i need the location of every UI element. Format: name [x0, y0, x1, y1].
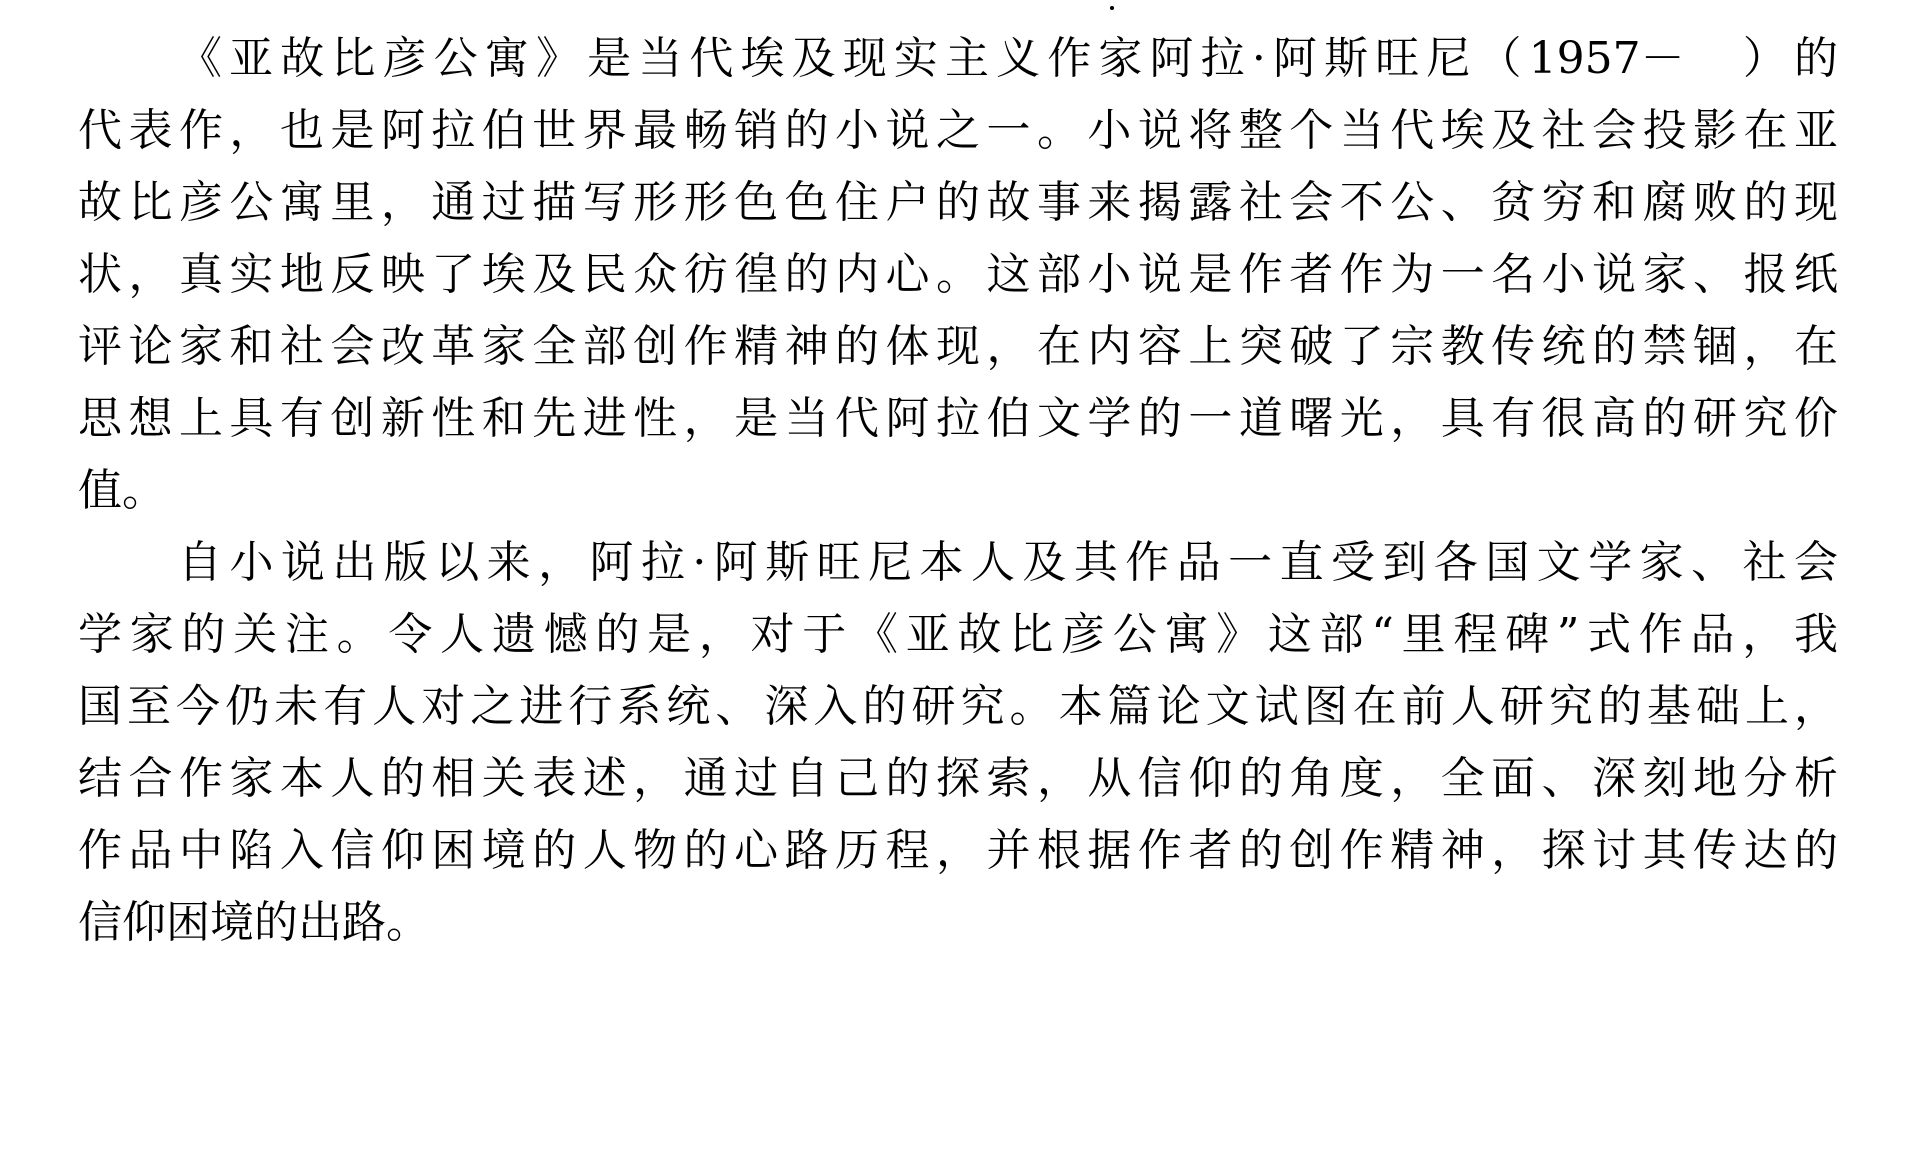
paragraph-1-line-6: 思想上具有创新性和先进性，是当代阿拉伯文学的一道曙光，具有很高的研究价: [78, 393, 1838, 444]
paragraph-2-line-6: 信仰困境的出路。: [78, 897, 430, 948]
paragraph-1-line-1: 《亚故比彦公寓》是当代埃及现实主义作家阿拉·阿斯旺尼（1957－ ）的: [178, 33, 1838, 84]
paragraph-1-line-2: 代表作，也是阿拉伯世界最畅销的小说之一。小说将整个当代埃及社会投影在亚: [78, 105, 1838, 156]
paragraph-1-line-7: 值。: [78, 465, 166, 516]
paragraph-2-line-3: 国至今仍未有人对之进行系统、深入的研究。本篇论文试图在前人研究的基础上，: [78, 681, 1838, 732]
paragraph-2-line-1: 自小说出版以来，阿拉·阿斯旺尼本人及其作品一直受到各国文学家、社会: [178, 537, 1838, 588]
scan-speck: [1110, 6, 1114, 10]
paragraph-2-line-4: 结合作家本人的相关表述，通过自己的探索，从信仰的角度，全面、深刻地分析: [78, 753, 1838, 804]
paragraph-1-line-4: 状，真实地反映了埃及民众彷徨的内心。这部小说是作者作为一名小说家、报纸: [78, 249, 1838, 300]
paragraph-2-line-2: 学家的关注。令人遗憾的是，对于《亚故比彦公寓》这部“里程碑”式作品，我: [78, 609, 1838, 660]
paragraph-2-line-5: 作品中陷入信仰困境的人物的心路历程，并根据作者的创作精神，探讨其传达的: [78, 825, 1838, 876]
paragraph-1-line-3: 故比彦公寓里，通过描写形形色色住户的故事来揭露社会不公、贫穷和腐败的现: [78, 177, 1838, 228]
paragraph-1-line-5: 评论家和社会改革家全部创作精神的体现，在内容上突破了宗教传统的禁锢，在: [78, 321, 1838, 372]
